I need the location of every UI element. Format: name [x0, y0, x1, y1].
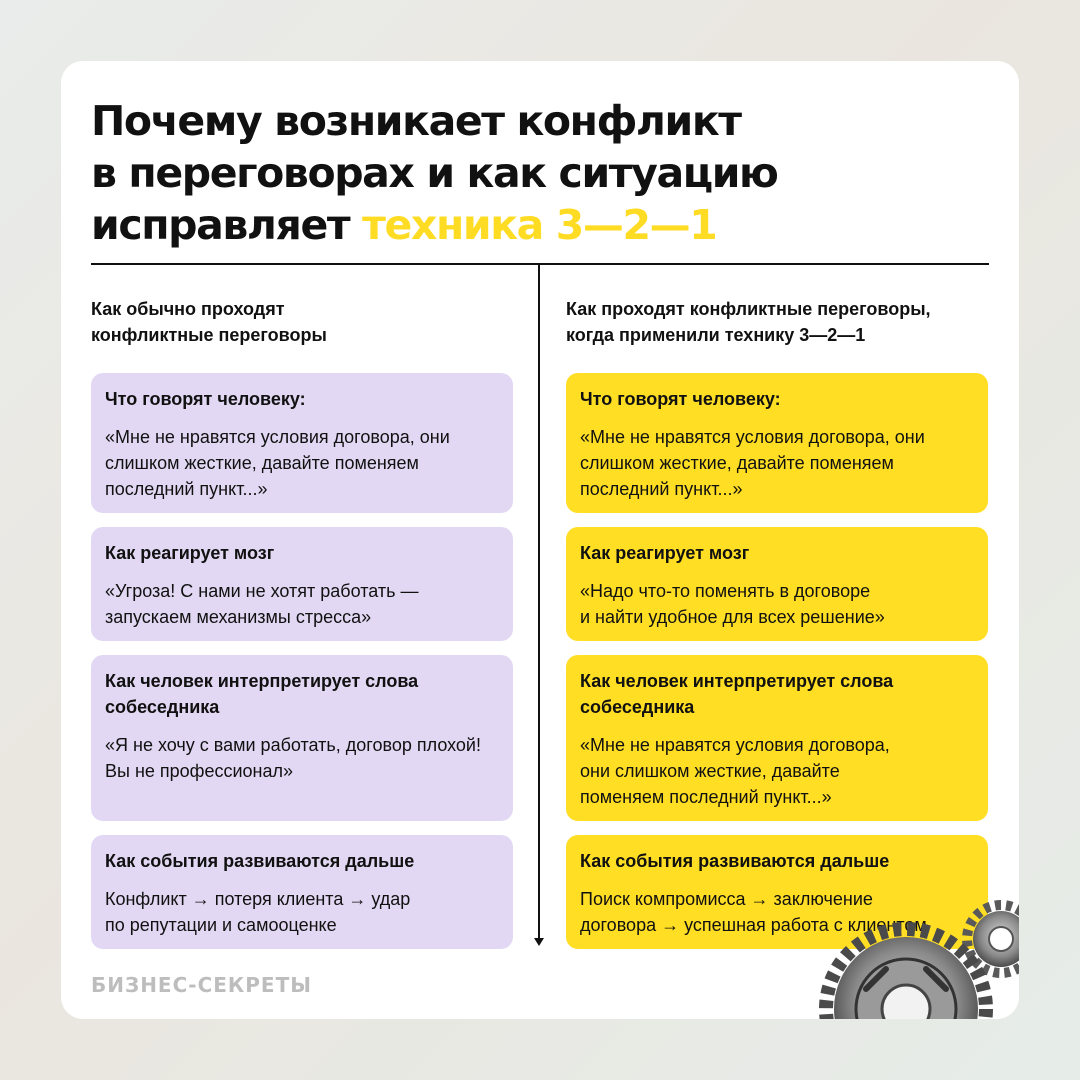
horizontal-divider — [91, 263, 989, 265]
box-body — [105, 578, 499, 630]
left-box-interpretation — [91, 655, 513, 821]
box-body-line: они слишком жесткие, давайте — [580, 761, 840, 781]
box-body-line: «Мне не нравятся условия договора, они — [105, 427, 450, 447]
box-heading — [580, 386, 974, 412]
box-heading-line: собеседника — [105, 697, 220, 717]
box-heading — [105, 668, 499, 720]
brand-logo: БИЗНЕС-СЕКРЕТЫ — [91, 973, 312, 997]
box-body — [105, 424, 499, 502]
title-line-3-text: исправляет — [91, 201, 363, 249]
box-heading — [105, 540, 499, 566]
infographic-card — [61, 61, 1019, 1019]
vertical-divider — [538, 263, 540, 941]
box-body-line: «Угроза! С нами не хотят работать — — [105, 581, 419, 601]
box-body-line: запускаем механизмы стресса» — [105, 607, 372, 627]
title-line-1: Почему возникает конфликт — [91, 97, 741, 145]
left-heading-line: Как обычно проходят — [91, 299, 285, 319]
box-body-line: последний пункт...» — [105, 479, 268, 499]
page-title — [91, 95, 971, 251]
large-gear-icon — [826, 929, 986, 1019]
arrow-down-icon — [534, 938, 544, 946]
box-body-line: последний пункт...» — [580, 479, 743, 499]
left-column-heading — [91, 296, 491, 348]
box-heading-line: Что говорят человеку: — [105, 389, 306, 409]
box-body-line: поменяем последний пункт...» — [580, 787, 832, 807]
left-box-what-said — [91, 373, 513, 513]
box-heading — [105, 848, 499, 874]
box-heading-line: Как реагирует мозг — [105, 543, 275, 563]
box-heading-line: Как события развиваются дальше — [580, 851, 890, 871]
right-heading-line: когда применили технику 3—2—1 — [566, 325, 866, 345]
box-body-line: «Надо что-то поменять в договоре — [580, 581, 871, 601]
box-heading-line: Как человек интерпретирует слова — [105, 671, 419, 691]
box-heading — [105, 386, 499, 412]
box-heading-line: Как человек интерпретирует слова — [580, 671, 894, 691]
left-box-consequences — [91, 835, 513, 949]
box-heading — [580, 668, 974, 720]
box-heading-line: собеседника — [580, 697, 695, 717]
box-body-line: слишком жесткие, давайте поменяем — [105, 453, 419, 473]
right-box-what-said — [566, 373, 988, 513]
title-line-2: в переговорах и как ситуацию — [91, 149, 778, 197]
box-body — [580, 424, 974, 502]
box-heading — [580, 540, 974, 566]
box-body — [105, 732, 499, 784]
box-body-line: договора → успешная работа с клиентом — [580, 915, 927, 935]
box-body-line: Вы не профессионал» — [105, 761, 294, 781]
right-heading-line: Как проходят конфликтные переговоры, — [566, 299, 931, 319]
box-body-line: слишком жесткие, давайте поменяем — [580, 453, 894, 473]
box-heading-line: Как события развиваются дальше — [105, 851, 415, 871]
left-box-brain-reaction — [91, 527, 513, 641]
box-heading-line: Как реагирует мозг — [580, 543, 750, 563]
title-accent: техника 3—2—1 — [362, 201, 717, 249]
box-body — [105, 886, 499, 938]
left-heading-line: конфликтные переговоры — [91, 325, 327, 345]
right-box-brain-reaction — [566, 527, 988, 641]
gears-icon — [801, 869, 1019, 1019]
box-body-line: Поиск компромисса → заключение — [580, 889, 873, 909]
box-body — [580, 732, 974, 810]
box-body-line: «Мне не нравятся условия договора, — [580, 735, 890, 755]
right-column-heading — [566, 296, 966, 348]
box-body-line: по репутации и самооценке — [105, 915, 337, 935]
box-body-line: «Я не хочу с вами работать, договор плохой! — [105, 735, 481, 755]
box-body-line: Конфликт → потеря клиента → удар — [105, 889, 411, 909]
box-body — [580, 578, 974, 630]
box-body-line: «Мне не нравятся условия договора, они — [580, 427, 925, 447]
box-heading-line: Что говорят человеку: — [580, 389, 781, 409]
box-body-line: и найти удобное для всех решение» — [580, 607, 885, 627]
title-line-3 — [91, 199, 971, 251]
right-box-interpretation — [566, 655, 988, 821]
